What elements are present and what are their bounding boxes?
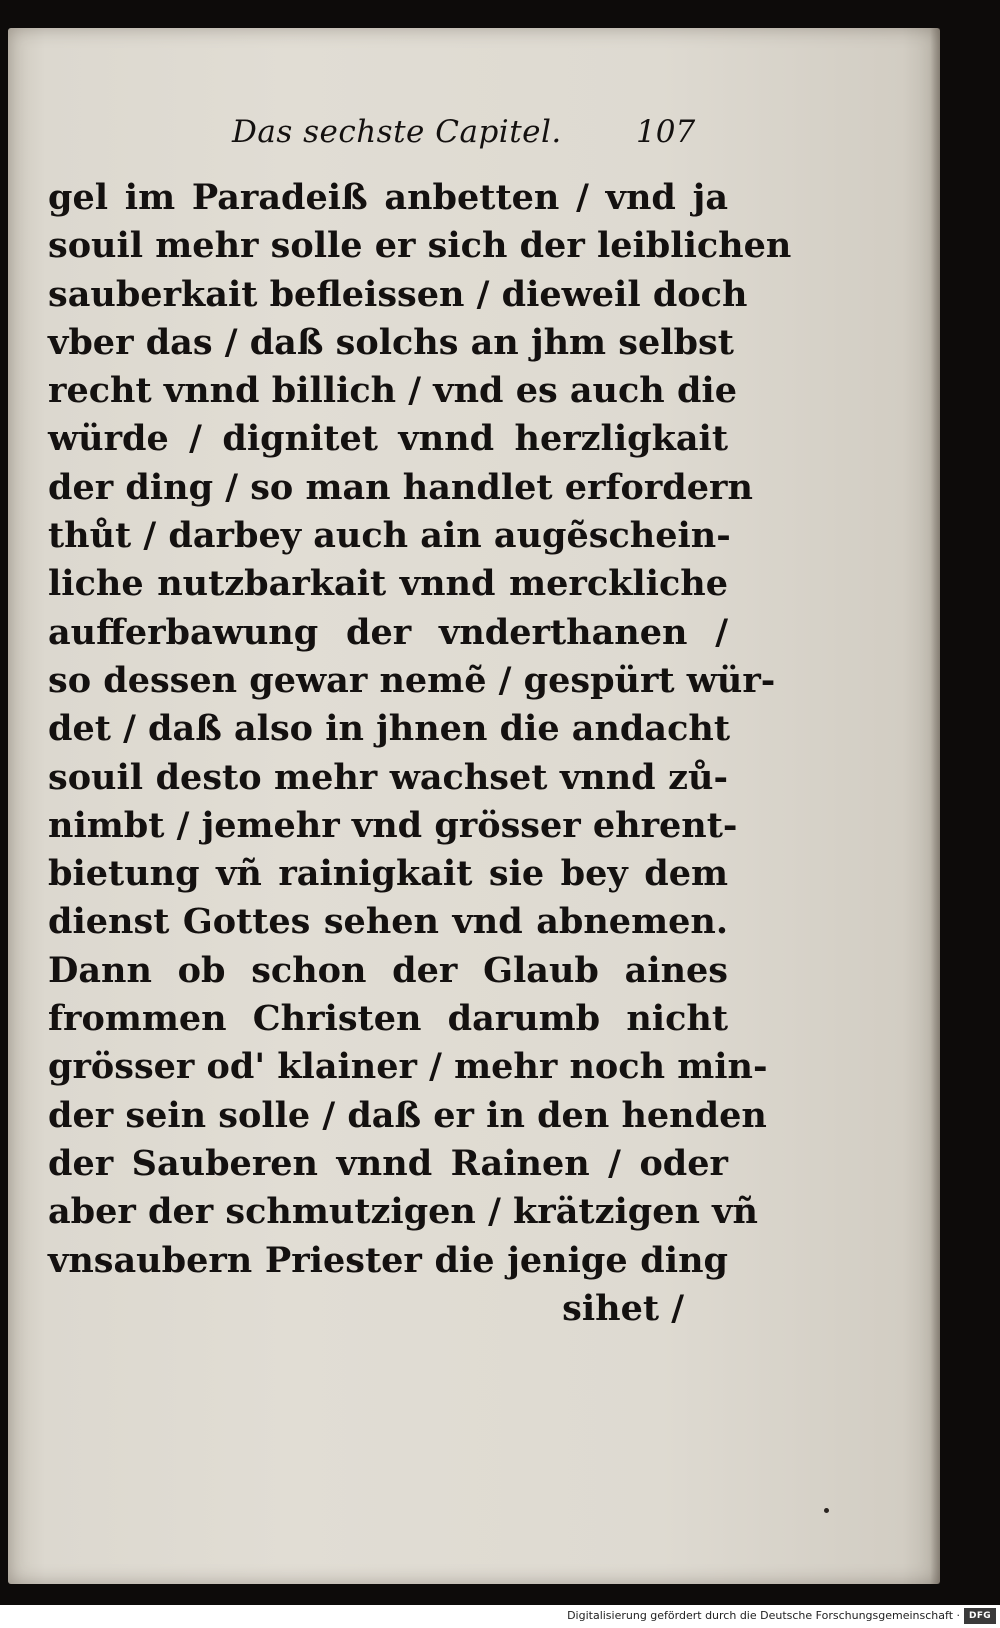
page-header — [8, 114, 940, 162]
text-line: Dann ob schon der Glaub aines — [48, 949, 728, 991]
text-line: souil desto mehr wachset vnnd zů- — [48, 756, 728, 798]
running-title: Das sechste Capitel. — [232, 114, 562, 150]
text-line: grösser od' klainer / mehr noch min- — [48, 1046, 768, 1088]
text-line: vnsaubern Priester die jenige ding — [48, 1239, 728, 1281]
text-line: bietung vñ rainigkait sie bey dem — [48, 853, 728, 895]
dfg-logo-icon: DFG — [964, 1608, 996, 1624]
page-number: 107 — [636, 114, 696, 150]
text-line: liche nutzbarkait vnnd merckliche — [48, 563, 728, 605]
page-edge-shadow — [930, 28, 940, 1584]
text-line: souil mehr solle er sich der leiblichen — [48, 225, 792, 267]
text-line: würde / dignitet vnnd herzligkait — [48, 418, 728, 460]
text-line: so dessen gewar nemẽ / gespürt wür- — [48, 659, 776, 701]
text-line: recht vnnd billich / vnd es auch die — [48, 370, 737, 412]
text-line: sauberkait befleissen / dieweil doch — [48, 273, 748, 315]
text-line: der sein solle / daß er in den henden — [48, 1094, 767, 1136]
ink-speck — [824, 1508, 829, 1513]
text-line: dienst Gottes sehen vnd abnemen. — [48, 901, 728, 943]
text-line-catchword: sihet / — [562, 1287, 684, 1329]
text-line: det / daß also in jhnen die andacht — [48, 708, 731, 750]
text-line: der Sauberen vnnd Rainen / oder — [48, 1142, 728, 1184]
text-line: aber der schmutzigen / krätzigen vñ — [48, 1191, 758, 1233]
text-line: gel im Paradeiß anbetten / vnd ja — [48, 177, 728, 218]
text-line: aufferbawung der vnderthanen / — [48, 611, 728, 653]
text-line: nimbt / jemehr vnd grösser ehrent- — [48, 804, 738, 846]
text-line: frommen Christen darumb nicht — [48, 998, 728, 1040]
text-line: der ding / so man handlet erfordern — [48, 466, 753, 508]
book-page — [8, 28, 940, 1584]
funding-credit: Digitalisierung gefördert durch die Deutsche Forschungsgemeinschaft · — [567, 1609, 960, 1622]
text-line: vber das / daß solchs an jhm selbst — [48, 321, 734, 363]
body-text — [48, 174, 792, 1333]
text-line: thůt / darbey auch ain augẽschein- — [48, 515, 731, 557]
digitization-footer — [0, 1605, 1000, 1628]
